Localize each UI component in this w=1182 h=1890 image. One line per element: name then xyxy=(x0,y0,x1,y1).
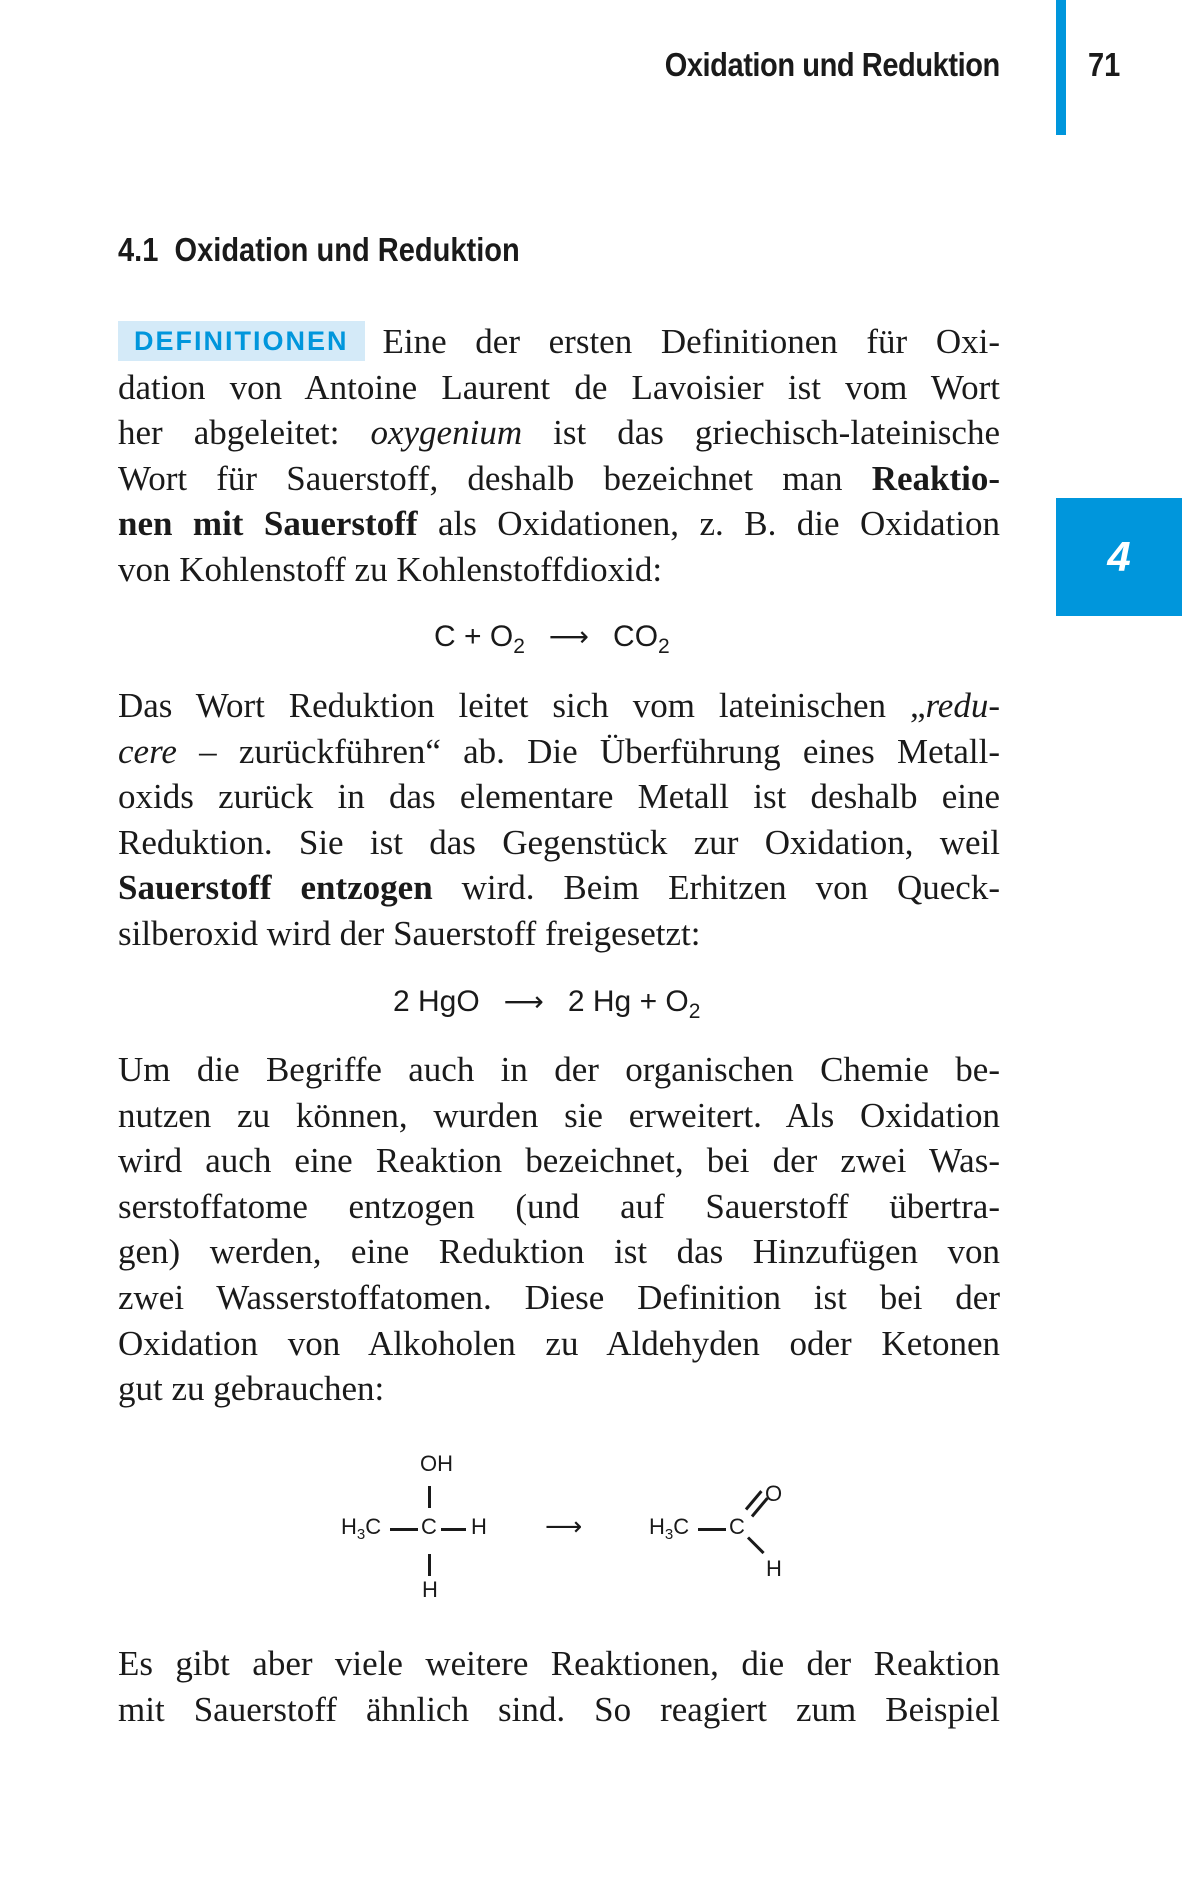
atom-h: H xyxy=(471,1514,487,1539)
text-line: serstoffatome entzogen (und auf Sauerstoff übertra- xyxy=(118,1186,1000,1226)
bond-line xyxy=(441,1528,466,1531)
text-line: Oxidation von Alkoholen zu Aldehyden oder Ketonen xyxy=(118,1323,1000,1363)
text-line: silberoxid wird der Sauerstoff freigesetzt: xyxy=(118,913,701,953)
chapter-tab-number: 4 xyxy=(1107,533,1131,580)
reaction-arrow-icon: ⟶ xyxy=(503,985,544,1018)
text-line: Sauerstoff entzogen wird. Beim Erhitzen von Queck- xyxy=(118,868,1000,908)
emphasis: nen mit Sauerstoff xyxy=(118,504,418,544)
term-oxygenium: oxygenium xyxy=(370,413,523,453)
reaction-arrow-icon: ⟶ xyxy=(548,620,590,653)
atom-oh: OH xyxy=(420,1451,453,1476)
text-line: Um die Begriffe auch in der organischen Chemie be- xyxy=(118,1050,1000,1089)
bond-line xyxy=(428,1554,431,1576)
text-line: her abgeleitet: oxygenium ist das griechisch-lateinische xyxy=(118,413,1000,453)
text-line: Es gibt aber viele weitere Reaktionen, die der Reaktion xyxy=(118,1644,1000,1683)
text-line: dation von Antoine Laurent de Lavoisier ist vom Wort xyxy=(118,367,1000,407)
text-line: nutzen zu können, wurden sie erweitert. Als Oxidation xyxy=(118,1095,1000,1135)
reaction-arrow-icon: ⟶ xyxy=(545,1512,583,1542)
equation-carbon-oxidation: $C + O_2$ ⟶ $CO_2$ xyxy=(434,620,670,658)
text-line: nen mit Sauerstoff als Oxidationen, z. B. die Oxidation xyxy=(118,504,1000,544)
atom-c: C xyxy=(729,1514,745,1539)
text-line: DEFINITIONEN Eine der ersten Definitionen für Oxi- xyxy=(118,319,1000,365)
chapter-tab xyxy=(1056,498,1182,616)
text-line: cere – zurückführen“ ab. Die Überführung eines Metall- xyxy=(118,731,1000,771)
section-title: Oxidation und Reduktion xyxy=(174,231,520,268)
text-line: Reduktion. Sie ist das Gegenstück zur Oxidation, weil xyxy=(118,822,1000,862)
atom-o: O xyxy=(765,1481,783,1506)
emphasis: Sauerstoff entzogen xyxy=(118,868,433,908)
paragraph-definition xyxy=(118,319,1000,593)
text-line: zwei Wasserstoffatomen. Diese Definition ist bei der xyxy=(118,1277,1000,1317)
bond-line xyxy=(698,1528,726,1531)
paragraph-organic xyxy=(118,1047,1000,1412)
text-line: von Kohlenstoff zu Kohlenstoffdioxid: xyxy=(118,549,663,589)
text-line: Wort für Sauerstoff, deshalb bezeichnet man Reaktio- xyxy=(118,458,1000,498)
atom-h: H xyxy=(766,1556,782,1581)
text-line: gut zu gebrauchen: xyxy=(118,1369,385,1409)
bond-line xyxy=(747,1536,765,1554)
atom-h: H xyxy=(422,1577,438,1602)
equation-mercury-oxide: 2 HgO ⟶ 2 $Hg + O_2$ xyxy=(393,985,701,1023)
bond-line xyxy=(428,1486,431,1508)
text-line: gen) werden, eine Reduktion ist das Hinzufügen von xyxy=(118,1232,1000,1272)
bond-line xyxy=(390,1528,418,1531)
emphasis: Reaktio- xyxy=(871,458,1000,498)
paragraph-further xyxy=(118,1641,1000,1732)
page-number: 71 xyxy=(1088,46,1121,83)
text-line: wird auch eine Reaktion bezeichnet, bei der zwei Was- xyxy=(118,1141,1000,1181)
text-line: mit Sauerstoff ähnlich sind. So reagiert zum Beispiel xyxy=(118,1689,1000,1729)
text-line: Das Wort Reduktion leitet sich vom lateinischen „redu- xyxy=(118,686,1000,725)
definition-badge: DEFINITIONEN xyxy=(118,321,365,361)
paragraph-reduction xyxy=(118,683,1000,957)
text-line: oxids zurück in das elementare Metall ist deshalb eine xyxy=(118,777,1000,817)
header-accent-bar xyxy=(1056,0,1066,135)
group-h3c: $H_3C$ xyxy=(649,1514,690,1543)
running-header-title: Oxidation und Reduktion xyxy=(664,46,1000,83)
atom-c: C xyxy=(421,1514,437,1539)
section-heading xyxy=(118,231,520,269)
group-h3c: $H_3C$ xyxy=(341,1514,382,1543)
section-number: 4.1 xyxy=(118,231,159,268)
